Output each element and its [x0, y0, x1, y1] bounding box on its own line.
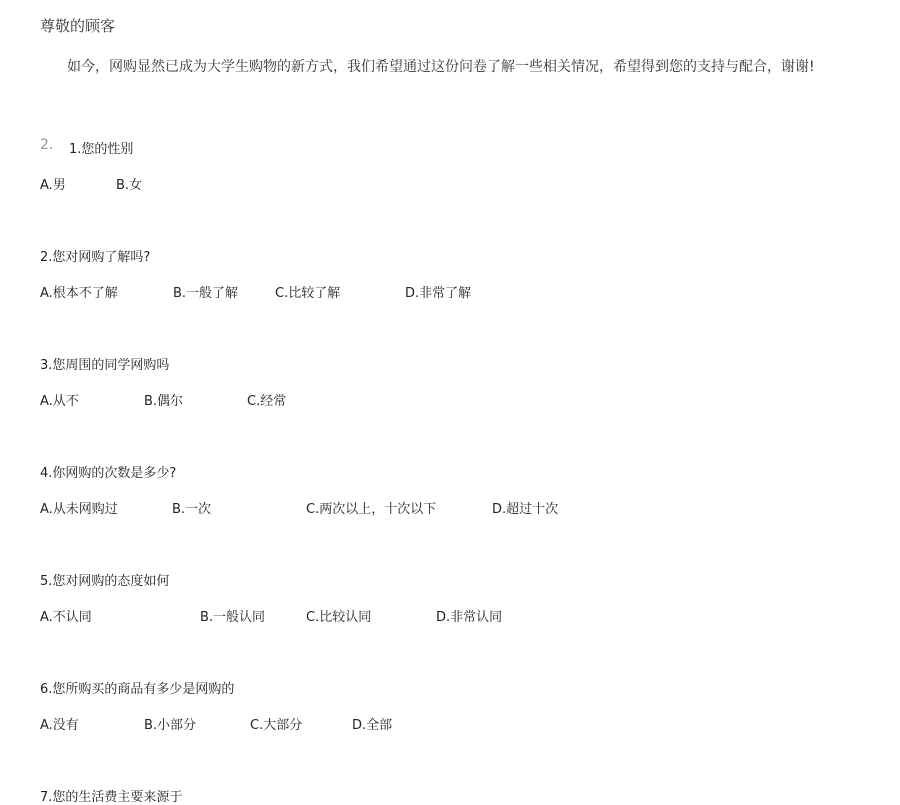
question-6-text: 6.您所购买的商品有多少是网购的: [40, 682, 235, 697]
option-a[interactable]: A.不认同: [40, 610, 92, 625]
option-b[interactable]: B.一次: [172, 502, 212, 517]
question-5-text: 5.您对网购的态度如何: [40, 574, 170, 589]
option-c[interactable]: C.比较认同: [306, 610, 372, 625]
question-2-text: 2.您对网购了解吗?: [40, 250, 151, 265]
option-d[interactable]: D.超过十次: [492, 502, 559, 517]
option-d[interactable]: D.全部: [352, 718, 393, 733]
option-d[interactable]: D.非常认同: [436, 610, 503, 625]
question-7-text: 7.您的生活费主要来源于: [40, 790, 183, 805]
option-c[interactable]: C.大部分: [250, 718, 303, 733]
option-a[interactable]: A.根本不了解: [40, 286, 118, 301]
option-b[interactable]: B.偶尔: [144, 394, 184, 409]
option-a[interactable]: A.从不: [40, 394, 79, 409]
option-b[interactable]: B.小部分: [144, 718, 197, 733]
option-a[interactable]: A.没有: [40, 718, 79, 733]
question-1-text: 1.您的性别: [69, 142, 134, 157]
question-3-text: 3.您周围的同学网购吗: [40, 358, 170, 373]
intro-paragraph: 如今，网购显然已成为大学生购物的新方式，我们希望通过这份问卷了解一些相关情况，希望得到您的支持与配合，谢谢!: [67, 59, 815, 75]
list-number-prefix: 2.: [40, 137, 54, 153]
option-d[interactable]: D.非常了解: [405, 286, 472, 301]
option-c[interactable]: C.比较了解: [275, 286, 341, 301]
option-b[interactable]: B.一般了解: [173, 286, 239, 301]
option-a[interactable]: A.男: [40, 178, 66, 193]
option-c[interactable]: C.两次以上，十次以下: [306, 502, 437, 517]
greeting-heading: 尊敬的顾客: [40, 17, 116, 35]
question-4-text: 4.你网购的次数是多少?: [40, 466, 177, 481]
option-a[interactable]: A.从未网购过: [40, 502, 118, 517]
option-c[interactable]: C.经常: [247, 394, 287, 409]
option-b[interactable]: B.女: [116, 178, 143, 193]
option-b[interactable]: B.一般认同: [200, 610, 266, 625]
